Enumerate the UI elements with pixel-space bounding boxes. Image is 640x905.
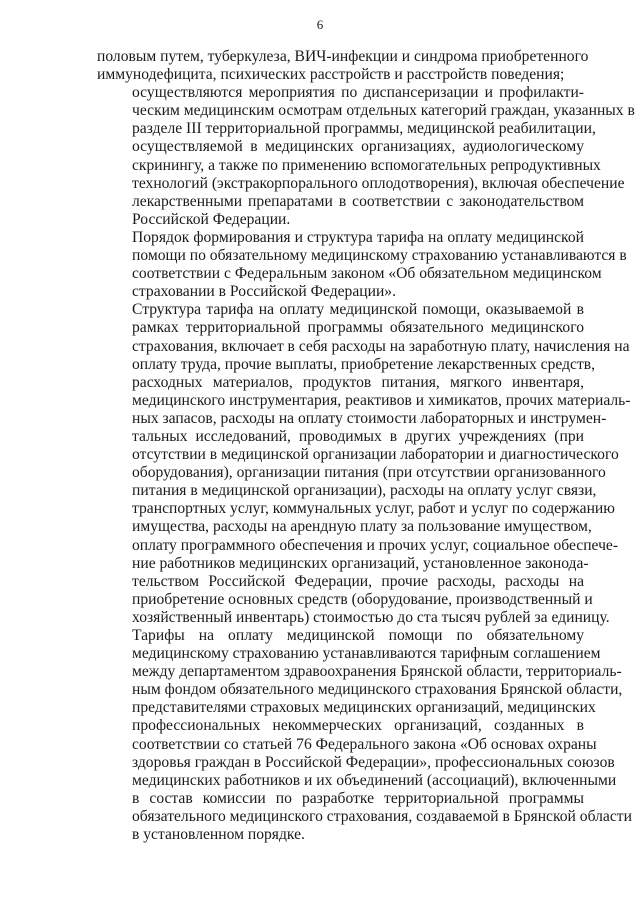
text-line: между департаментом здравоохранения Брянской области, территориаль-	[132, 663, 622, 681]
text-line: расходных материалов, продуктов питания, мягкого инвентаря,	[132, 373, 584, 391]
paragraph	[97, 84, 635, 229]
text-line: обязательного медицинского страхования, создаваемой в Брянской области	[132, 807, 632, 825]
text-line: Структура тарифа на оплату медицинской помощи, оказываемой в	[132, 301, 584, 319]
text-line: страхования, включает в себя расходы на заработную плату, начисления на	[132, 337, 630, 355]
text-line: рамках территориальной программы обязательного медицинского	[132, 319, 584, 337]
text-line: в установленном порядке.	[132, 826, 305, 844]
text-line: разделе III территориальной программы, медицинской реабилитации,	[132, 120, 596, 138]
page-number: 6	[316, 17, 324, 32]
text-line: ным фондом обязательного медицинского страхования Брянской области,	[132, 681, 623, 699]
paragraph	[97, 48, 589, 84]
text-line: осуществляются мероприятия по диспансеризации и профилакти-	[132, 84, 584, 102]
text-line: медицинских работников и их объединений (ассоциаций), включенными	[132, 771, 617, 789]
text-line: технологий (экстракорпорального оплодотворения), включая обеспечение	[132, 174, 625, 192]
text-line: хозяйственный инвентарь) стоимостью до ста тысяч рублей за единицу.	[132, 608, 610, 626]
text-line: здоровья граждан в Российской Федерации», профессиональных союзов	[132, 753, 615, 771]
text-line: транспортных услуг, коммунальных услуг, работ и услуг по содержанию	[132, 500, 615, 518]
document-body	[97, 48, 635, 844]
text-line: соответствии со статьей 76 Федерального закона «Об основах охраны	[132, 735, 597, 753]
paragraph	[97, 301, 631, 627]
text-line: представителями страховых медицинских организаций, медицинских	[132, 699, 596, 717]
text-line: медицинскому страхованию устанавливаются тарифным соглашением	[132, 645, 601, 663]
text-line: Тарифы на оплату медицинской помощи по обязательному	[132, 627, 584, 644]
text-line: осуществляемой в медицинских организациях, аудиологическому	[132, 138, 584, 156]
paragraph	[97, 228, 627, 301]
text-line: ние работников медицинских организаций, установленное законода-	[132, 554, 589, 572]
text-line: помощи по обязательному медицинскому страхованию устанавливаются в	[132, 247, 627, 265]
text-line: иммунодефицита, психических расстройств и расстройств поведения;	[97, 66, 565, 84]
text-line: страховании в Российской Федерации».	[132, 283, 397, 301]
text-line: медицинского инструментария, реактивов и химикатов, прочих материаль-	[132, 391, 631, 409]
text-line: лекарственными препаратами в соответствии с законодательством	[132, 192, 584, 210]
text-line: имущества, расходы на арендную плату за пользование имуществом,	[132, 518, 592, 536]
text-line: Российской Федерации.	[132, 210, 291, 228]
text-line: Порядок формирования и структура тарифа на оплату медицинской	[132, 228, 584, 246]
text-line: оборудования), организации питания (при отсутствии организованного	[132, 464, 606, 482]
text-line: в состав комиссии по разработке территориальной программы	[132, 789, 584, 807]
text-line: оплату программного обеспечения и прочих услуг, социальное обеспече-	[132, 536, 619, 554]
text-line: приобретение основных средств (оборудование, производственный и	[132, 590, 593, 608]
text-line: питания в медицинской организации), расходы на оплату услуг связи,	[132, 482, 597, 500]
text-line: отсутствии в медицинской организации лаборатории и диагностического	[132, 446, 619, 464]
text-line: половым путем, туберкулеза, ВИЧ-инфекции и синдрома приобретенного	[97, 48, 589, 65]
text-line: ческим медицинским осмотрам отдельных категорий граждан, указанных в	[132, 102, 635, 120]
paragraph	[97, 627, 632, 844]
text-line: ных запасов, расходы на оплату стоимости лабораторных и инструмен-	[132, 409, 607, 427]
text-line: оплату труда, прочие выплаты, приобретение лекарственных средств,	[132, 355, 596, 373]
text-line: тельством Российской Федерации, прочие расходы, расходы на	[132, 572, 584, 590]
text-line: соответствии с Федеральным законом «Об обязательном медицинском	[132, 265, 602, 283]
text-line: скринингу, а также по применению вспомогательных репродуктивных	[132, 156, 601, 174]
text-line: тальных исследований, проводимых в других учреждениях (при	[132, 427, 584, 445]
text-line: профессиональных некоммерческих организаций, созданных в	[132, 717, 584, 735]
